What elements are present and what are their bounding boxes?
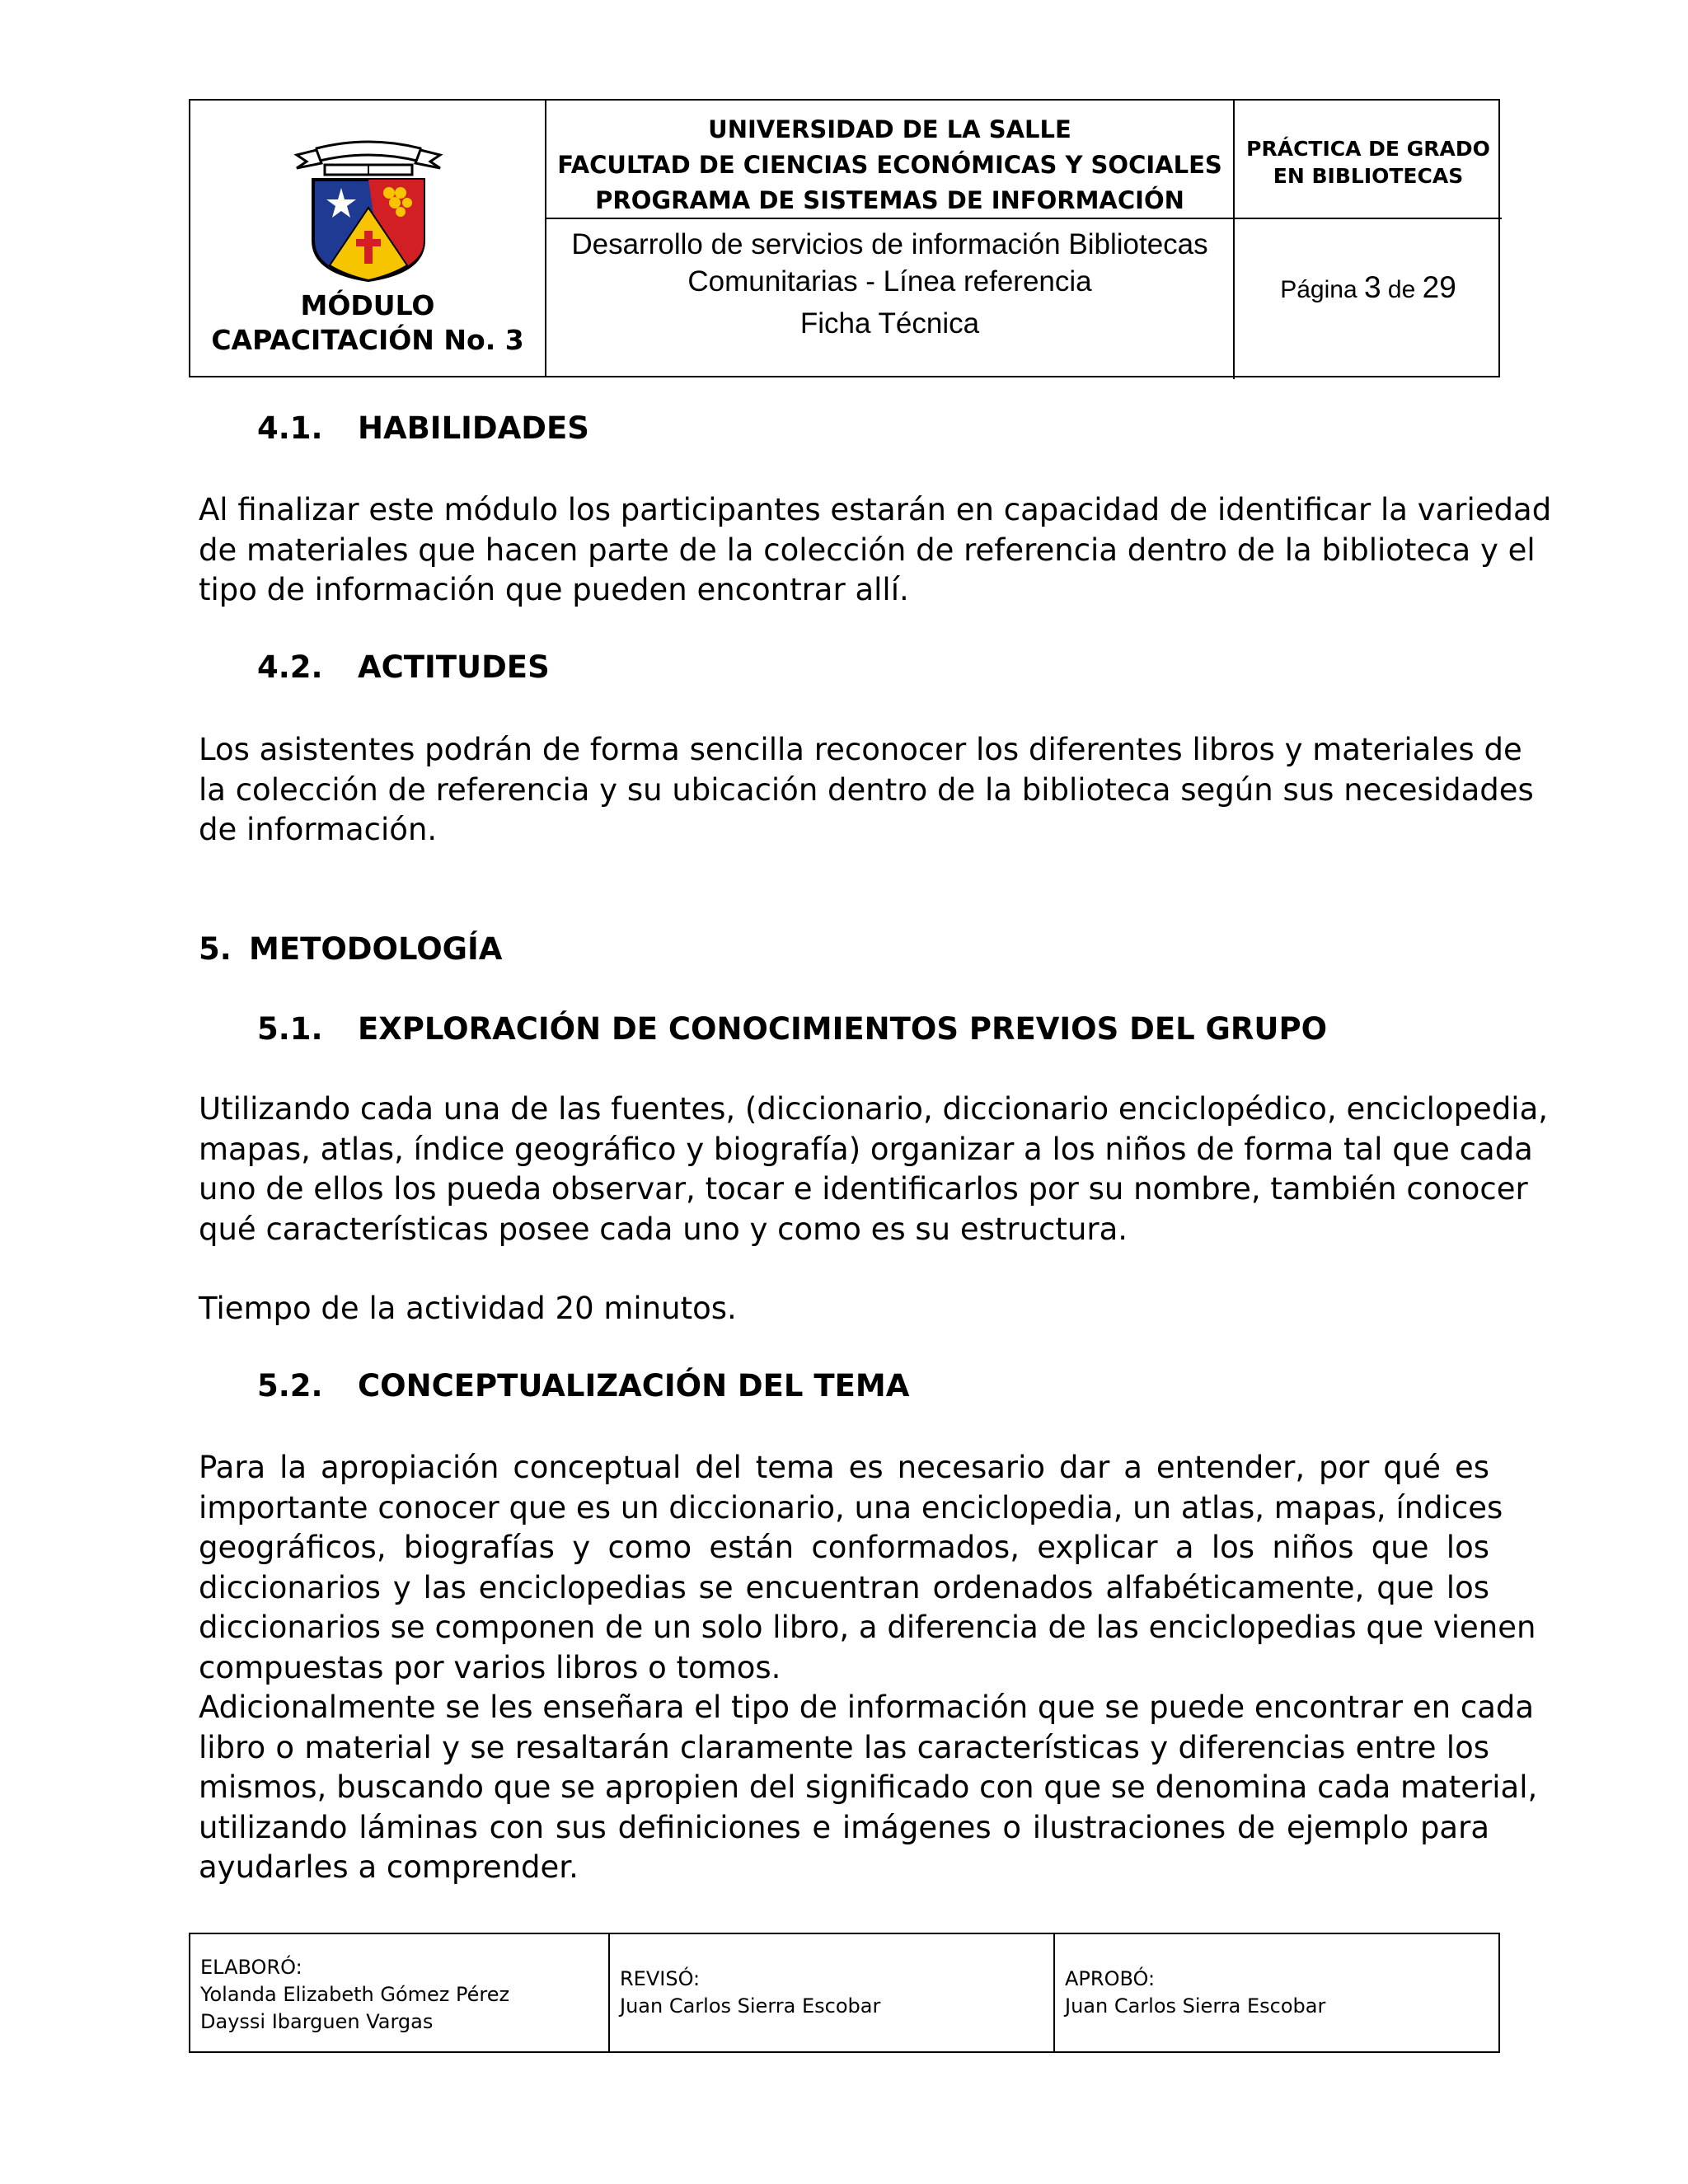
elaboro-name-2: Dayssi Ibarguen Vargas — [200, 2010, 434, 2033]
paragraph-line: tipo de información que pueden encontrar allí. — [199, 572, 909, 607]
section-number: 4.1. — [257, 410, 323, 446]
section-number: 5.1. — [257, 1011, 323, 1047]
paragraph-line: libro o material y se resaltarán claramente las características y diferencias entre los — [199, 1729, 1489, 1765]
page-word: Página — [1280, 276, 1357, 303]
section-title: HABILIDADES — [358, 410, 589, 446]
paragraph-line: la colección de referencia y su ubicación dentro de la biblioteca según sus necesidades — [199, 771, 1534, 808]
document-header-table — [189, 99, 1500, 377]
subject-line-2: Comunitarias - Línea referencia — [687, 265, 1092, 298]
subject-line-1: Desarrollo de servicios de información Bibliotecas — [571, 228, 1208, 260]
program-name: PROGRAMA DE SISTEMAS DE INFORMACIÓN — [595, 186, 1184, 214]
paragraph-line: ayudarles a comprender. — [199, 1849, 579, 1885]
page-of: de — [1387, 276, 1416, 303]
paragraph-line: compuestas por varios libros o tomos. — [199, 1649, 781, 1685]
faculty-name: FACULTAD DE CIENCIAS ECONÓMICAS Y SOCIALES — [557, 151, 1222, 179]
paragraph-line: Para la apropiación conceptual del tema es necesario dar a entender, por qué es — [199, 1450, 1489, 1485]
university-name: UNIVERSIDAD DE LA SALLE — [708, 115, 1071, 143]
section-heading-5 — [199, 931, 502, 967]
reviso-label: REVISÓ: — [620, 1967, 701, 1990]
section-number: 5. — [199, 931, 232, 967]
paragraph-actitudes — [199, 730, 1534, 851]
paragraph-line: de información. — [199, 812, 438, 847]
paragraph-line: diccionarios y las enciclopedias se encuentran ordenados alfabéticamente, que los — [199, 1569, 1489, 1605]
practice-line-2: EN BIBLIOTECAS — [1273, 164, 1464, 188]
section-title: CONCEPTUALIZACIÓN DEL TEMA — [358, 1368, 910, 1404]
section-heading-5-1 — [257, 1011, 1327, 1047]
paragraph-habilidades — [199, 490, 1552, 611]
paragraph-line: diccionarios se componen de un solo libro, a diferencia de las enciclopedias que vienen — [199, 1610, 1536, 1645]
elaboro-label: ELABORÓ: — [200, 1956, 302, 1979]
subject-line-3: Ficha Técnica — [799, 307, 980, 340]
paragraph-line: Utilizando cada una de las fuentes, (diccionario, diccionario enciclopédico, enciclopedia, — [199, 1091, 1549, 1127]
activity-time — [199, 1289, 1489, 1329]
module-title — [190, 288, 545, 358]
paragraph-line: mapas, atlas, índice geográfico y biografía) organizar a los niños de forma tal que cada — [199, 1131, 1533, 1167]
section-title: ACTITUDES — [358, 649, 550, 685]
reviso-cell — [610, 1934, 1055, 2051]
paragraph-conceptualizacion — [199, 1448, 1538, 1888]
paragraph-line: qué características posee cada uno y como es su estructura. — [199, 1211, 1128, 1247]
page-number-cell — [1235, 219, 1502, 379]
practice-cell — [1235, 101, 1502, 219]
aprobo-label: APROBÓ: — [1065, 1967, 1156, 1990]
module-label: MÓDULO — [300, 289, 435, 321]
paragraph-line: de materiales que hacen parte de la colección de referencia dentro de la biblioteca y el — [199, 532, 1536, 568]
elaboro-cell — [190, 1934, 610, 2051]
elaboro-name-1: Yolanda Elizabeth Gómez Pérez — [200, 1983, 510, 2006]
paragraph-line: geográficos, biografías y como están conformados, explicar a los niños que los — [199, 1530, 1489, 1565]
university-crest-logo — [284, 134, 453, 282]
paragraph-line: utilizando láminas con sus definiciones e imágenes o ilustraciones de ejemplo para — [199, 1809, 1489, 1845]
paragraph-line: mismos, buscando que se apropien del significado con que se denomina cada material, — [199, 1769, 1538, 1805]
section-title: METODOLOGÍA — [249, 931, 503, 967]
aprobo-cell — [1055, 1934, 1498, 2051]
page-total: 29 — [1422, 270, 1456, 304]
section-heading-4-2 — [257, 649, 550, 685]
page-indicator — [1280, 270, 1456, 304]
subject-cell — [546, 219, 1235, 379]
approval-footer-table — [189, 1933, 1500, 2053]
module-number: CAPACITACIÓN No. 3 — [211, 324, 524, 356]
section-number: 5.2. — [257, 1368, 323, 1404]
section-heading-4-1 — [257, 410, 589, 446]
practice-line-1: PRÁCTICA DE GRADO — [1246, 137, 1490, 161]
reviso-name: Juan Carlos Sierra Escobar — [620, 1994, 881, 2018]
paragraph-exploracion — [199, 1090, 1549, 1249]
header-logo-cell — [190, 101, 546, 376]
activity-time-text: Tiempo de la actividad 20 minutos. — [199, 1291, 737, 1326]
paragraph-line: importante conocer que es un diccionario, una enciclopedia, un atlas, mapas, índices — [199, 1489, 1503, 1526]
institution-cell — [546, 101, 1235, 219]
paragraph-line: Los asistentes podrán de forma sencilla reconocer los diferentes libros y materiales de — [199, 732, 1522, 767]
paragraph-line: uno de ellos los pueda observar, tocar e identificarlos por su nombre, también conocer — [199, 1171, 1528, 1207]
page-current: 3 — [1363, 270, 1381, 304]
section-heading-5-2 — [257, 1368, 909, 1404]
section-number: 4.2. — [257, 649, 323, 685]
paragraph-line: Al finalizar este módulo los participantes estarán en capacidad de identificar la variedad — [199, 492, 1552, 527]
paragraph-line: Adicionalmente se les enseñara el tipo de información que se puede encontrar en cada — [199, 1690, 1535, 1725]
aprobo-name: Juan Carlos Sierra Escobar — [1065, 1994, 1326, 2018]
section-title: EXPLORACIÓN DE CONOCIMIENTOS PREVIOS DEL GRUPO — [358, 1011, 1328, 1047]
